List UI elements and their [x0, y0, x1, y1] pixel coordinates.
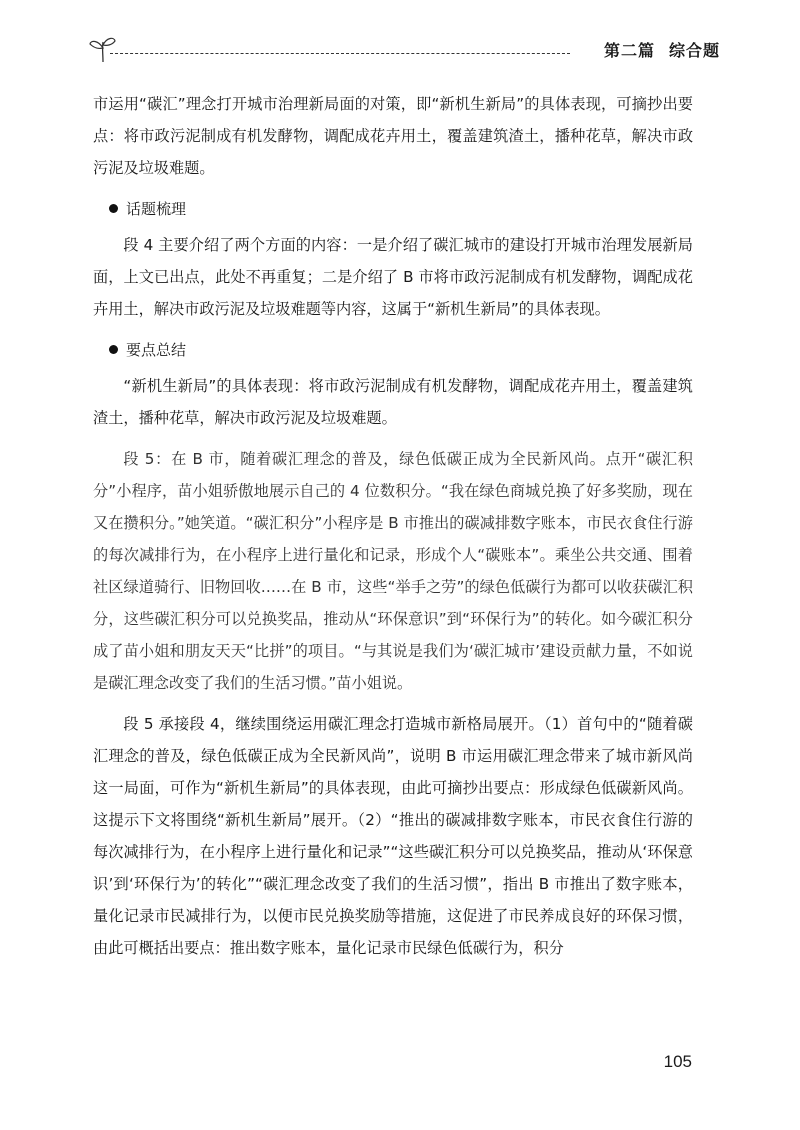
summary-heading — [109, 334, 693, 366]
paragraph-continued: 市运用“碳汇”理念打开城市治理新局面的对策，即“新机生新局”的具体表现，可摘抄出要点：将市政污泥制成有机发酵物，调配成花卉用土，覆盖建筑渣土，播种花草，解决市政污泥及垃圾难题。 — [93, 95, 693, 177]
sprout-icon — [88, 34, 118, 64]
analysis-paragraph: 段 5 承接段 4，继续围绕运用碳汇理念打造城市新格局展开。（1）首句中的“随着碳汇理念的普及，绿色低碳正成为全民新风尚”，说明 B 市运用碳汇理念带来了城市新风尚这一局面，可作为“新机生新局”的具体表现，由此可摘抄出要点：形成绿色低碳新风尚。这提示下文将围绕“新机生新局”展开。（2）“推出的碳减排数字账本，市民衣食住行游的每次减排行为，在小程序上进行量化和记录”“这些碳汇积分可以兑换奖品，推动从‘环保意识’到‘环保行为’的转化”“碳汇理念改变了我们的生活习惯”，指出 B 市推出了数字账本，量化记录市民减排行为，以便市民兑换奖励等措施，这促进了市民养成良好的环保习惯，由此可概括出要点：推出数字账本，量化记录市民绿色低碳行为，积分 — [93, 715, 693, 957]
bullet-icon — [109, 345, 118, 354]
part-label: 第二篇 — [603, 41, 655, 60]
header-divider — [110, 53, 570, 54]
summary-heading-label: 要点总结 — [126, 341, 187, 359]
page-number: 105 — [663, 1052, 692, 1071]
page-body — [93, 88, 693, 973]
bullet-icon — [109, 204, 118, 213]
source-paragraph: 段 5：在 B 市，随着碳汇理念的普及，绿色低碳正成为全民新风尚。点开“碳汇积分”小程序，苗小姐骄傲地展示自己的 4 位数积分。“我在绿色商城兑换了好多奖励，现在又在攒积分。”她笑道。“碳汇积分”小程序是 B 市推出的碳减排数字账本，市民衣食住行游的每次减排行为，在小程序上进行量化和记录，形成个人“碳账本”。乘坐公共交通、围着社区绿道骑行、旧物回收……在 B 市，这些“举手之劳”的绿色低碳行为都可以收获碳汇积分，这些碳汇积分可以兑换奖品，推动从“环保意识”到“环保行为”的转化。如今碳汇积分成了苗小姐和朋友天天“比拼”的项目。“与其说是我们为‘碳汇城市’建设贡献力量，不如说是碳汇理念改变了我们的生活习惯。”苗小姐说。 — [93, 450, 693, 692]
summary-text: “新机生新局”的具体表现：将市政污泥制成有机发酵物，调配成花卉用土，覆盖建筑渣土，播种花草，解决市政污泥及垃圾难题。 — [93, 377, 693, 427]
topic-analysis: 段 4 主要介绍了两个方面的内容：一是介绍了碳汇城市的建设打开城市治理发展新局面，上文已出点，此处不再重复；二是介绍了 B 市将市政污泥制成有机发酵物，调配成花卉用土，解决市政污泥及垃圾难题等内容，这属于“新机生新局”的具体表现。 — [93, 236, 693, 318]
topic-heading-label: 话题梳理 — [126, 200, 187, 218]
topic-heading — [109, 193, 693, 225]
page-header — [78, 34, 720, 64]
section-title — [590, 38, 720, 61]
section-label: 综合题 — [668, 41, 720, 60]
